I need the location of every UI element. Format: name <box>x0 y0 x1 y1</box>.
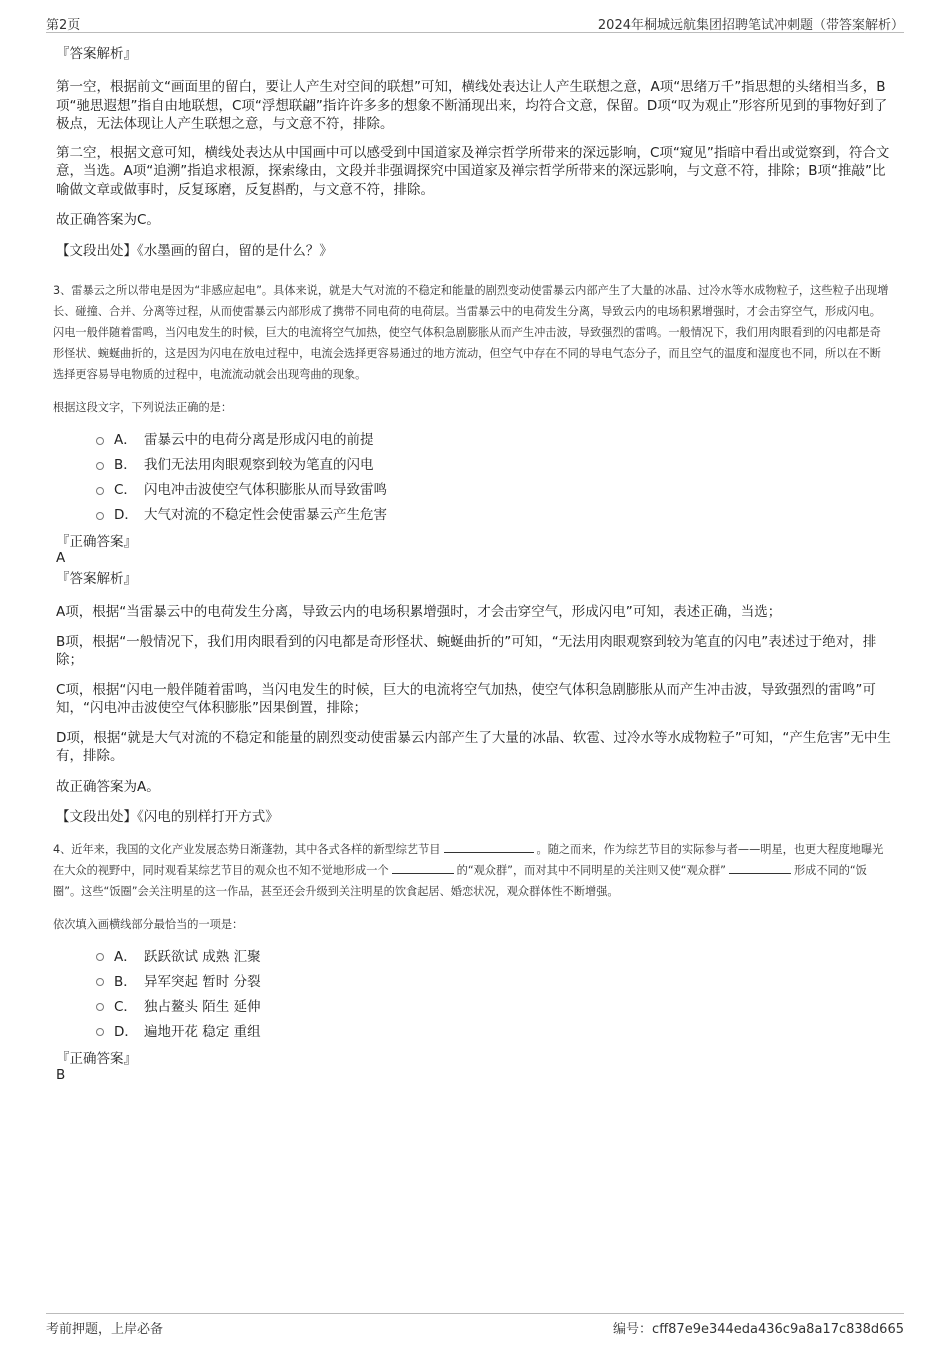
q3-option-b[interactable]: B． 我们无法用肉眼观察到较为笔直的闪电 <box>96 453 892 478</box>
q3-answer-label: 『正确答案』 <box>56 534 137 550</box>
q4-option-c[interactable]: C． 独占鳌头 陌生 延伸 <box>96 995 892 1020</box>
footer-slogan: 考前押题，上岸必备 <box>46 1322 164 1337</box>
radio-icon[interactable] <box>96 953 104 961</box>
q4-answer-label: 『正确答案』 <box>56 1050 137 1067</box>
q2-source: 【文段出处】《水墨画的留白，留的是什么？》 <box>56 242 333 259</box>
radio-icon[interactable] <box>96 978 104 986</box>
q3-option-a[interactable]: A． 雷暴云中的电荷分离是形成闪电的前提 <box>96 428 892 453</box>
q3-analysis-c: C项，根据“闪电一般伴随着雷鸣，当闪电发生的时候，巨大的电流将空气加热，使空气体积急剧膨胀从而产生冲击波，导致强烈的雷鸣”可知，“闪电冲击波使空气体积膨胀”因果倒置，排除； <box>56 681 876 716</box>
q2-conclusion: 故正确答案为C。 <box>56 212 160 228</box>
q3-analysis-b: B项，根据“一般情况下，我们用肉眼看到的闪电都是奇形怪状、蜿蜒曲折的”可知，“无法用肉眼观察到较为笔直的闪电”表述过于绝对，排除； <box>56 633 877 668</box>
page-header <box>46 10 904 33</box>
q3-answer: A <box>56 550 66 566</box>
radio-icon[interactable] <box>96 512 104 520</box>
blank-2 <box>392 863 454 874</box>
radio-icon[interactable] <box>96 1028 104 1036</box>
q3-question: 根据这段文字，下列说法正确的是： <box>53 401 233 414</box>
q3-option-c[interactable]: C． 闪电冲击波使空气体积膨胀从而导致雷鸣 <box>96 478 892 503</box>
q3-conclusion: 故正确答案为A。 <box>56 778 160 795</box>
radio-icon[interactable] <box>96 487 104 495</box>
page-footer <box>46 1313 904 1337</box>
q4-option-a[interactable]: A． 跃跃欲试 成熟 汇聚 <box>96 945 892 970</box>
q3-options <box>96 428 892 528</box>
q2-analysis-p2: 第二空，根据文意可知，横线处表达从中国画中可以感受到中国道家及禅宗哲学所带来的深远影响，C项“窥见”指暗中看出或觉察到，符合文意，当选。A项“追溯”指追求根源，探索缘由，文段并非强调探究中国道家及禅宗哲学所带来的深远影响，与文意不符，排除；B项“推敲”比喻做文章或做事时，反复琢磨，反复斟酌，与文意不符，排除。 <box>56 144 890 198</box>
blank-3 <box>729 863 791 874</box>
q3-stem: 3、雷暴云之所以带电是因为“非感应起电”。具体来说，就是大气对流的不稳定和能量的剧烈变动使雷暴云内部产生了大量的冰晶、过冷水等水成物粒子，这些粒子出现增长、碰撞、合并、分离等过程，从而使雷暴云内部形成了携带不同电荷的电荷层。当雷暴云中的电荷发生分离，导致云内的电场积累增强时，才会击穿空气，形成闪电。闪电一般伴随着雷鸣，当闪电发生的时候，巨大的电流将空气加热，使空气体积急剧膨胀从而产生冲击波，导致强烈的雷鸣。一般情况下，我们用肉眼看到的闪电都是奇形怪状、蜿蜒曲折的，这是因为闪电在放电过程中，电流会选择更容易通过的地方流动，但空气中存在不同的导电气态分子，而且空气的温度和湿度也不同，所以在不断选择更容易导电物质的过程中，电流流动就会出现弯曲的现象。 <box>53 284 889 381</box>
radio-icon[interactable] <box>96 1003 104 1011</box>
q2-analysis-p1: 第一空，根据前文“画面里的留白，要让人产生对空间的联想”可知，横线处表达让人产生联想之意，A项“思绪万千”指思想的头绪相当多，B项“驰思遐想”指自由地联想，C项“浮想联翩”指许许多多的想象不断涌现出来，均符合文意，保留。D项“叹为观止”形容所见到的事物好到了极点，无法体现让人产生联想之意，与文意不符，排除。 <box>56 79 888 132</box>
q4-stem: 4、近年来，我国的文化产业发展态势日渐蓬勃，其中各式各样的新型综艺节目 。随之而来，作为综艺节目的实际参与者——明星，也更大程度地曝光在大众的视野中，同时观看某综艺节目的观众也不知不觉地形成一个 的“观众群”，而对其中不同明星的关注则又使“观众群” 形成不同的“饭圈”。这些“饭圈”会关注明星的这一作品，甚至还会升级到关注明星的饮食起居、婚恋状况，观众群体性不断增强。 <box>53 842 884 898</box>
q4-answer: B <box>56 1066 66 1083</box>
q4-option-b[interactable]: B． 异军突起 暂时 分裂 <box>96 970 892 995</box>
blank-1 <box>444 842 534 853</box>
q4-options <box>96 945 892 1045</box>
q3-option-d[interactable]: D． 大气对流的不稳定性会使雷暴云产生危害 <box>96 503 892 528</box>
q2-analysis-label: 『答案解析』 <box>56 46 137 62</box>
page-number: 第2页 <box>46 18 81 33</box>
q3-analysis-label: 『答案解析』 <box>56 571 137 587</box>
q3-analysis-d: D项，根据“就是大气对流的不稳定和能量的剧烈变动使雷暴云内部产生了大量的冰晶、软雹、过冷水等水成物粒子”可知，“产生危害”无中生有，排除。 <box>56 729 891 764</box>
document-code: 编号：cff87e9e344eda436c9a8a17c838d665 <box>613 1322 904 1337</box>
q3-source: 【文段出处】《闪电的别样打开方式》 <box>56 809 279 825</box>
document-title: 2024年桐城远航集团招聘笔试冲刺题（带答案解析） <box>597 18 904 33</box>
radio-icon[interactable] <box>96 462 104 470</box>
q3-analysis-a: A项，根据“当雷暴云中的电荷发生分离，导致云内的电场积累增强时，才会击穿空气，形成闪电”可知，表述正确，当选； <box>56 604 782 620</box>
q4-question: 依次填入画横线部分最恰当的一项是： <box>53 917 244 931</box>
q4-option-d[interactable]: D． 遍地开花 稳定 重组 <box>96 1020 892 1045</box>
radio-icon[interactable] <box>96 437 104 445</box>
document-body <box>53 44 892 1083</box>
